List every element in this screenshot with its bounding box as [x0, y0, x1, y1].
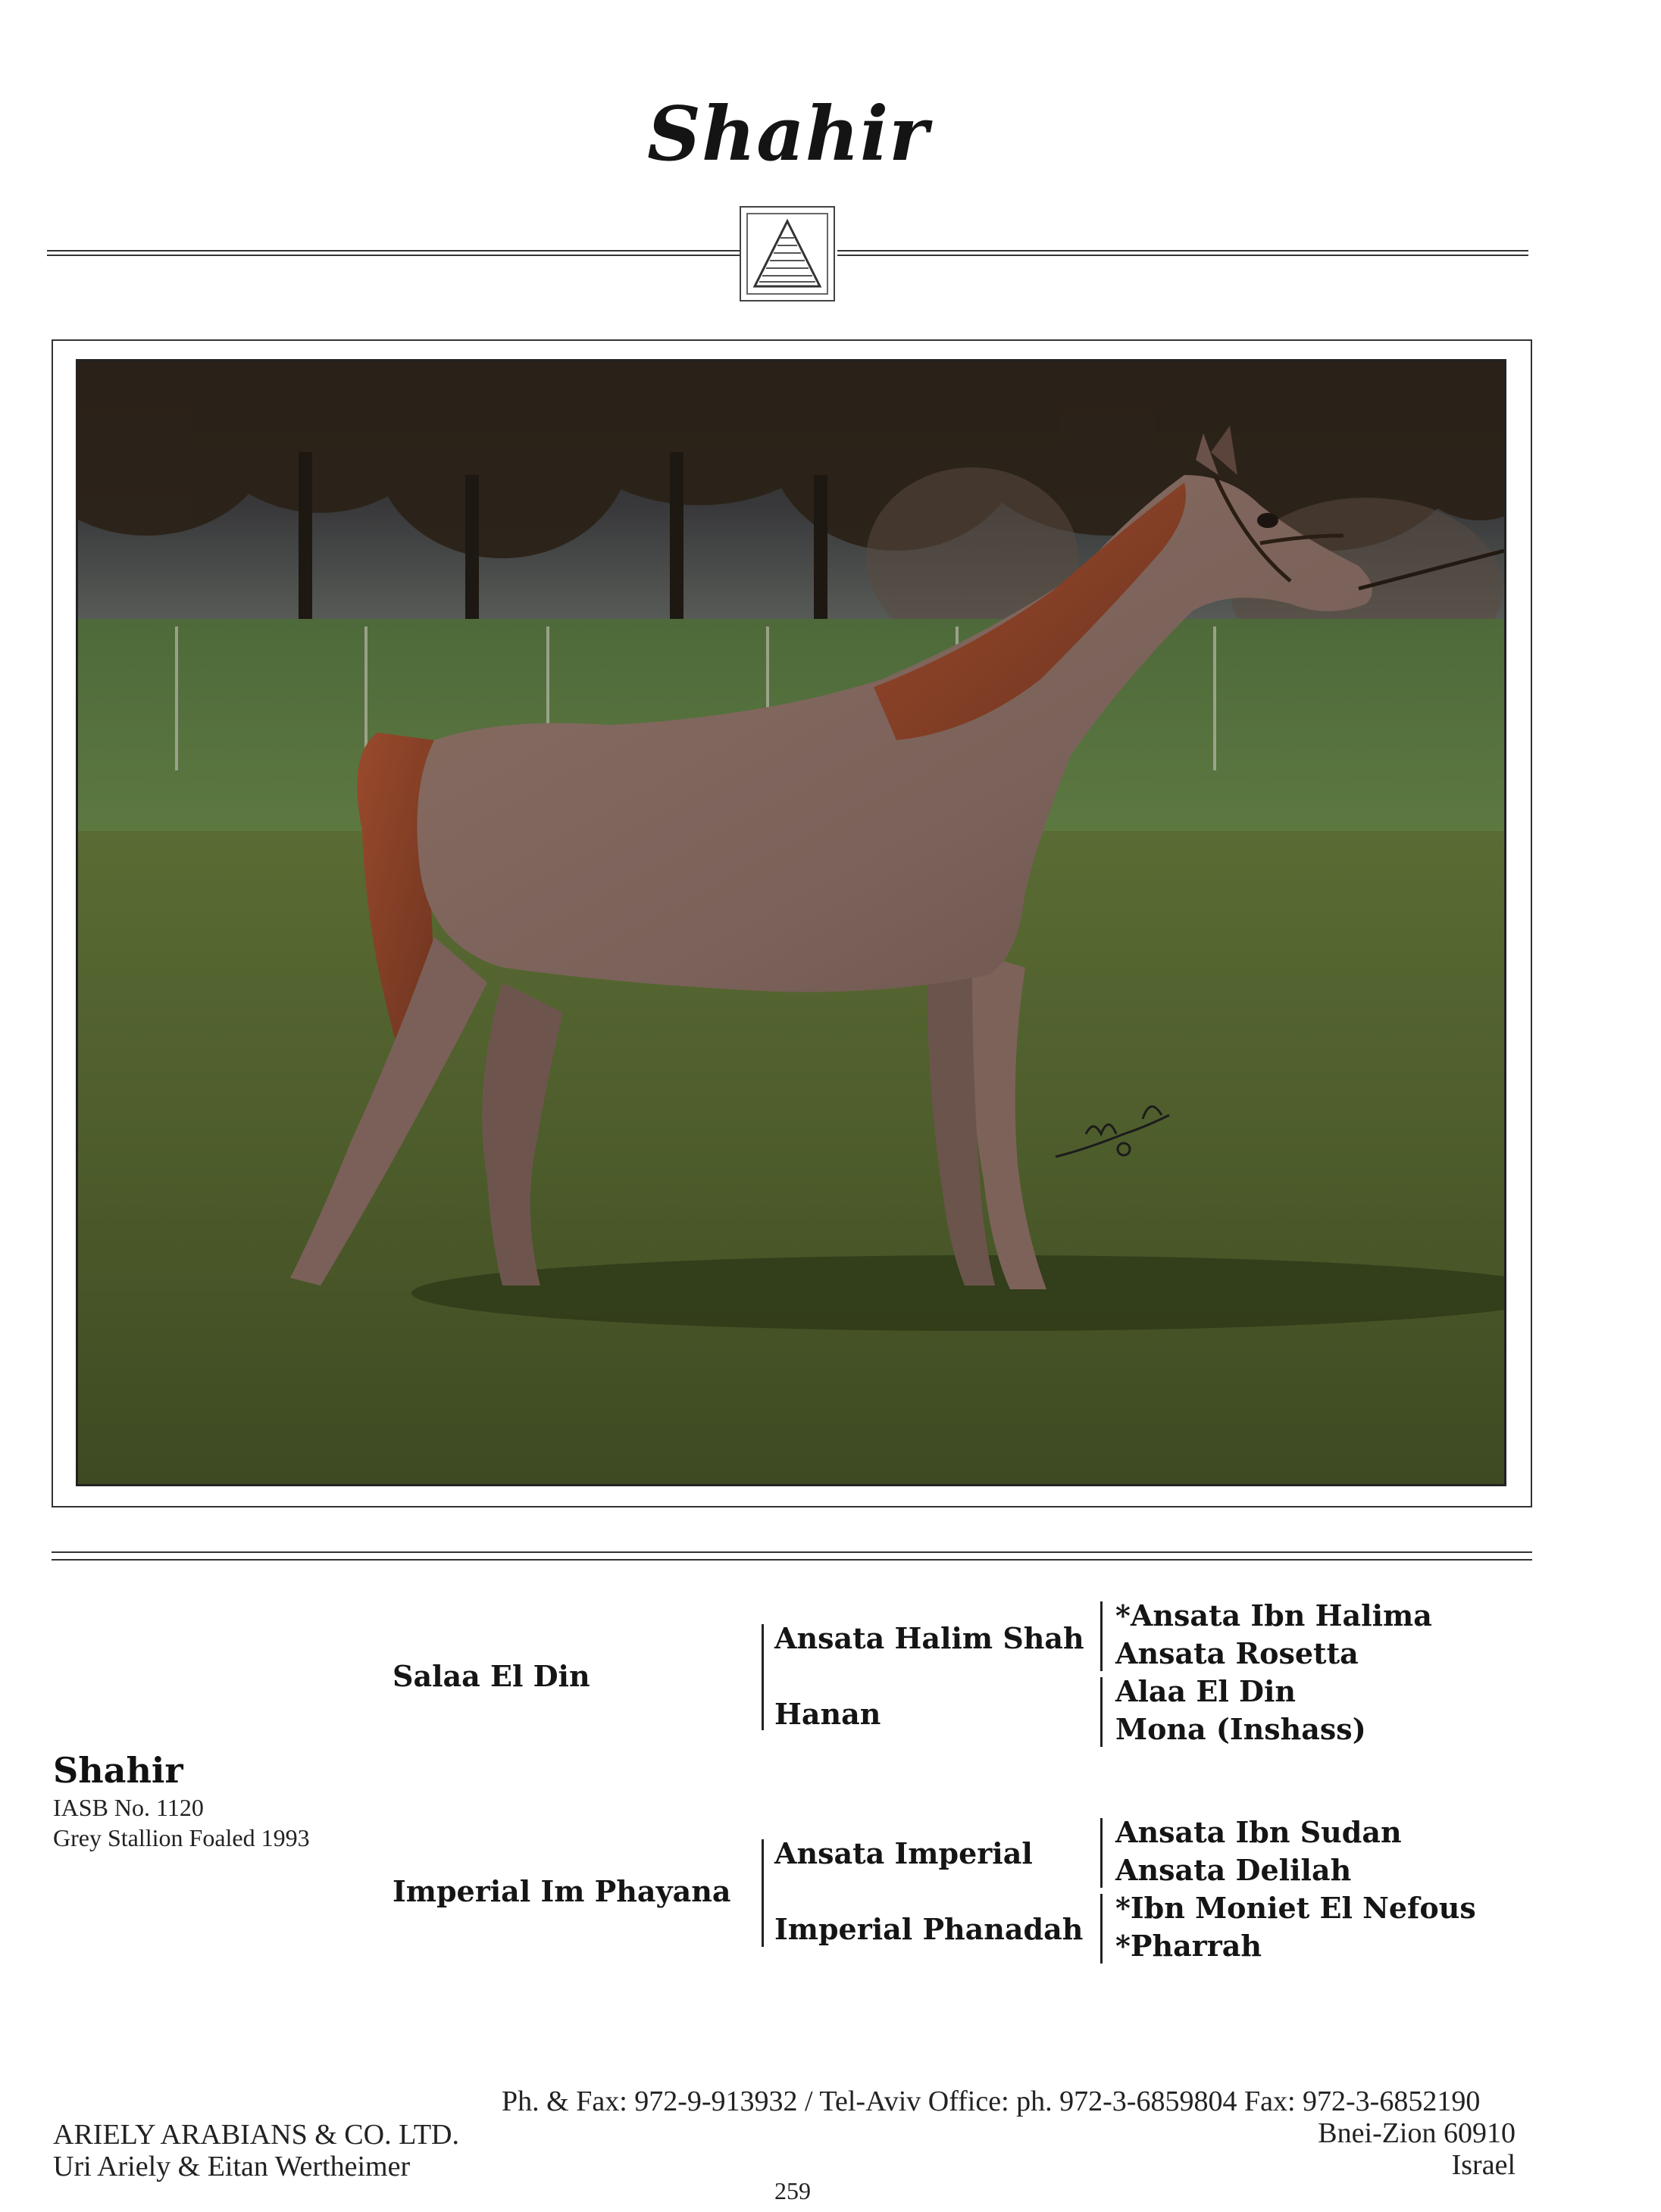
pyramid-icon	[740, 206, 835, 301]
owners: Uri Ariely & Eitan Wertheimer	[53, 2151, 411, 2182]
ggp-7: *Ibn Moniet El Nefous	[1115, 1891, 1476, 1925]
registration-number: IASB No. 1120	[53, 1794, 204, 1821]
dam-dam: Imperial Phanadah	[774, 1912, 1084, 1946]
top-rule-left	[47, 250, 740, 256]
ggp-1: *Ansata Ibn Halima	[1115, 1598, 1432, 1632]
page-number: 259	[774, 2177, 811, 2204]
horse-name: Shahir	[53, 1750, 183, 1791]
ggp-5: Ansata Ibn Sudan	[1115, 1815, 1402, 1849]
city: Bnei-Zion 60910	[1318, 2117, 1516, 2149]
ggp-2: Ansata Rosetta	[1115, 1636, 1359, 1670]
dam: Imperial Im Phayana	[393, 1874, 731, 1908]
bracket-ggp-2	[1100, 1677, 1103, 1747]
bracket-ggp-3	[1100, 1818, 1103, 1888]
horse-photo	[76, 359, 1506, 1486]
dam-sire: Ansata Imperial	[774, 1836, 1033, 1870]
top-rule-right	[837, 250, 1528, 256]
bracket-ggp-4	[1100, 1894, 1103, 1964]
bracket-dam	[762, 1839, 764, 1947]
sire: Salaa El Din	[393, 1659, 590, 1693]
ggp-3: Alaa El Din	[1115, 1674, 1297, 1708]
ggp-6: Ansata Delilah	[1115, 1853, 1352, 1887]
country: Israel	[1451, 2149, 1516, 2181]
bracket-ggp-1	[1100, 1601, 1103, 1671]
horse-details: Grey Stallion Foaled 1993	[53, 1824, 310, 1851]
contact-line: Ph. & Fax: 972-9-913932 / Tel-Aviv Office: ph. 972-3-6859804 Fax: 972-3-6852190	[502, 2085, 1481, 2117]
company-name: ARIELY ARABIANS & CO. LTD.	[53, 2119, 459, 2151]
ggp-8: *Pharrah	[1115, 1929, 1262, 1963]
section-rule	[52, 1551, 1532, 1561]
ggp-4: Mona (Inshass)	[1115, 1712, 1366, 1746]
sire-sire: Ansata Halim Shah	[774, 1621, 1084, 1655]
bracket-sire	[762, 1624, 764, 1730]
sire-dam: Hanan	[774, 1697, 881, 1731]
page-title: Shahir	[647, 91, 929, 178]
